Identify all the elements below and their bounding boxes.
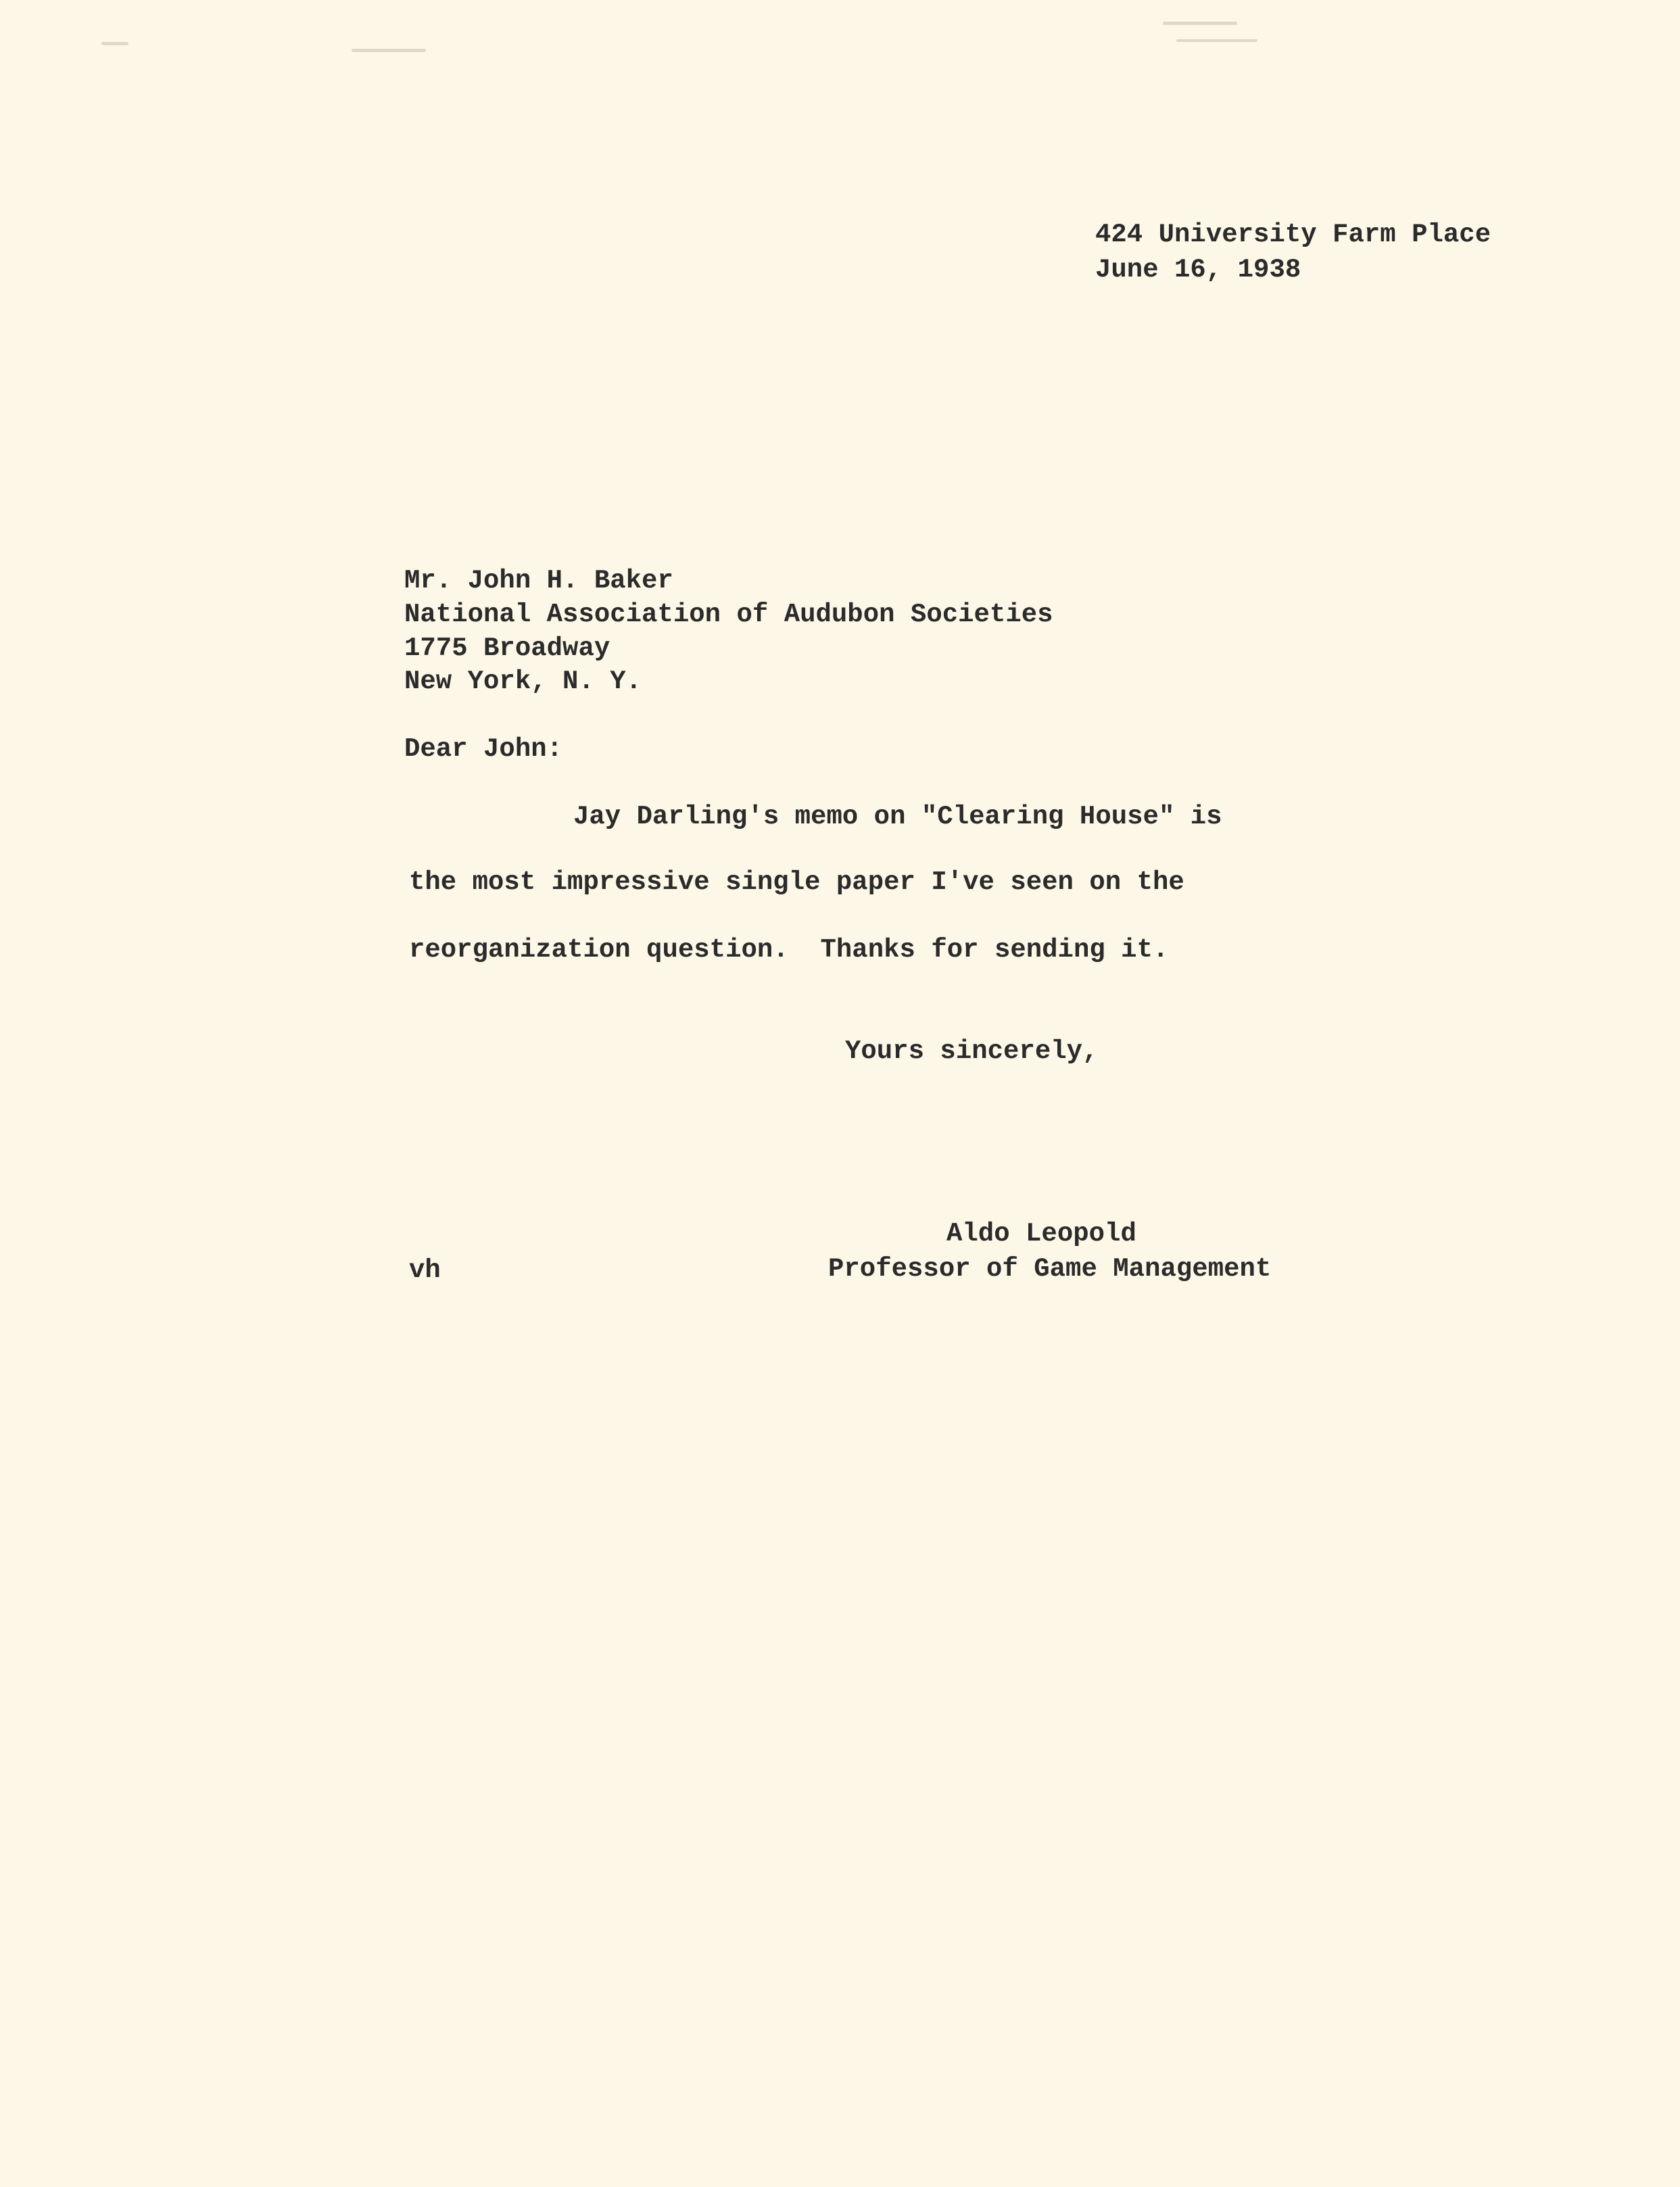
- letter-date: June 16, 1938: [1095, 255, 1301, 285]
- signer-title: Professor of Game Management: [828, 1254, 1272, 1284]
- return-address-street: 424 University Farm Place: [1095, 220, 1491, 249]
- paper-mark: [101, 42, 128, 45]
- body-line: reorganization question. Thanks for sending it.: [409, 935, 1169, 965]
- signer-name: Aldo Leopold: [946, 1219, 1136, 1249]
- recipient-street: 1775 Broadway: [404, 633, 610, 663]
- salutation: Dear John:: [404, 734, 563, 764]
- closing: Yours sincerely,: [845, 1036, 1099, 1066]
- recipient-name: Mr. John H. Baker: [404, 566, 673, 596]
- body-line: Jay Darling's memo on "Clearing House" is: [573, 802, 1222, 832]
- paper-mark: [352, 49, 426, 52]
- paper-mark: [1176, 39, 1257, 42]
- recipient-city: New York, N. Y.: [404, 667, 642, 696]
- body-line: the most impressive single paper I've seen on the: [409, 867, 1184, 897]
- recipient-organization: National Association of Audubon Societies: [404, 600, 1053, 629]
- typist-initials: vh: [409, 1255, 441, 1285]
- paper-mark: [1163, 22, 1237, 25]
